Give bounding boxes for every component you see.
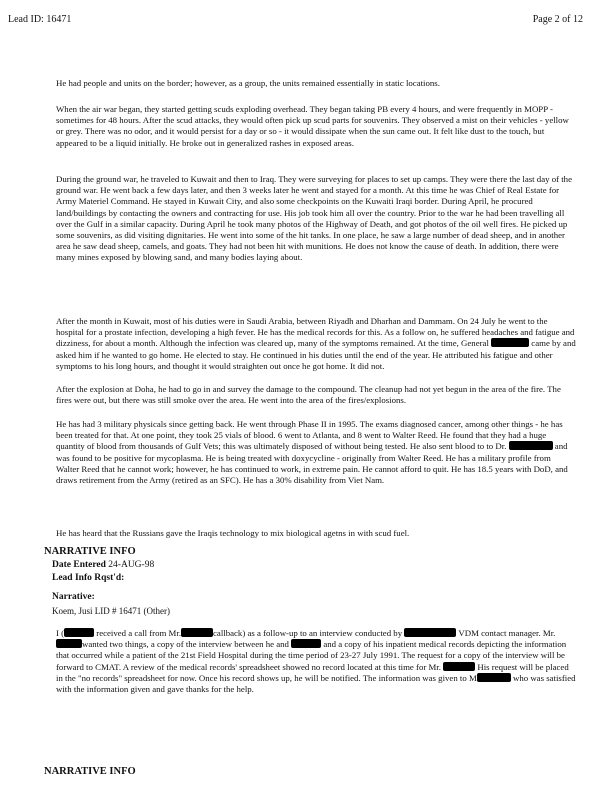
redaction-box: [491, 338, 529, 347]
narrative-label: Narrative:: [52, 592, 95, 602]
paragraph-saudi-arabia: [56, 316, 576, 372]
redaction-box: [56, 639, 82, 648]
narrative-text: I (: [56, 628, 65, 638]
narrative-text: His request will be placed in the "no records" spreadsheet for now. Once his record shows up, he will be notified. The information was given to M: [56, 661, 569, 683]
narrative-heading: NARRATIVE INFO: [44, 546, 136, 557]
date-entered-row: [52, 560, 154, 570]
redaction-box: [509, 441, 553, 450]
narrative-text: and a copy of his inpatient medical records depicting the information that occurred while a patient of the 21st Field Hospital during the time period of 23-27 July 1991. The request for a copy of the interview will be forward to CMAT. A review of the medical records' spreadsheet showed no record located at this time for Mr.: [56, 639, 567, 672]
narrative-text: callback) as a follow-up to an interview conducted by: [213, 628, 403, 638]
paragraph-russians: He has heard that the Russians gave the Iraqis technology to mix biological agetns in with scud fuel.: [56, 528, 410, 538]
redaction-box: [443, 662, 475, 671]
date-entered-value: 24-AUG-98: [108, 560, 155, 570]
redaction-box: [181, 628, 213, 637]
narrative-text: wanted two things, a copy of the interview between he and: [82, 639, 289, 650]
redaction-box: [477, 673, 511, 682]
narrative-body: [56, 628, 576, 695]
paragraph-ground-war: During the ground war, he traveled to Kuwait and then to Iraq. They were surveying for places to set up camps. They were there the last day of the ground war. He went back a few days later, and then 3 weeks later he went and stayed for a month. At this time he was Chief of Real Estate for Army Materiel Command. He stayed in Kuwait City, and also some checkpoints on the Kuwaiti Iraqi border. During April, he procured land/buildings by contacting the owners and contracting for use. His job took him all over the country. Prior to the war he had been travelling all over the Gulf in a similar capacity. During April he took many photos of the Highway of Death, and got photos of the oil well fires. He picked up some souvenirs, as did visiting dignitaries. He went into some of the hit tanks. In one place, he saw a large number of dead sheep, and in another area he saw dead sheep, camels, and goats. They had not been hit with munitions. He does not know the cause of death. In addition, there were many mines exposed by blowing sand, and many bodies laying about.: [56, 174, 572, 263]
narrative-text: received a call from Mr.: [96, 628, 182, 638]
redaction-box: [64, 628, 94, 637]
lead-info-label: Lead Info Rqst'd:: [52, 573, 125, 583]
date-entered-label: Date Entered: [52, 560, 106, 570]
paragraph-air-war: When the air war began, they started getting scuds exploding overhead. They began taking PB every 4 hours, and were frequently in MOPP - sometimes for 48 hours. After the scud attacks, they would often pick up scud parts for souvenirs. They observed a mist on their vehicles - yellow or grey. There was no odor, and it would persist for a day or so - it would dissipate when the sun came out. It felt like dust to the touch, but appeared to be a liquid initially. He broke out in generalized rashes in exposed areas.: [56, 104, 569, 148]
narrative-text: who was satisfied with the information given and gave thanks for the help.: [56, 672, 576, 695]
narrative-author: Koem, Jusi LID # 16471 (Other): [52, 606, 170, 616]
paragraph-doha: After the explosion at Doha, he had to go in and survey the damage to the compound. The cleanup had not yet begun in the area of the fire. The fires were out, but there was still smoke over the area. He went into the area of the fires/explosions.: [56, 384, 561, 406]
paragraph-physicals: [56, 419, 576, 486]
page-number: Page 2 of 12: [532, 14, 583, 25]
paragraph-border-units: He had people and units on the border; however, as a group, the units remained essentially in static locations.: [56, 78, 440, 88]
saudi-text-b: came by and asked him if he wanted to go home. He elected to stay. He continued in his duties until the end of the year. He attributed his fatigue and other symptoms to his long hours, and thought it would straighten out once he got home. It did not.: [56, 338, 576, 371]
lead-id: Lead ID: 16471: [8, 14, 72, 25]
footer-narrative-heading: NARRATIVE INFO: [44, 766, 136, 777]
saudi-text-a: After the month in Kuwait, most of his duties were in Saudi Arabia, between Riyadh and Dharhan and Dammam. On 24 July he went to the hospital for a prostate infection, developing a high fever. He has the medical records for this. As a follow on, he suffered headaches and fatigue and dizziness, for about a month. Although the infection was cleared up, many of the symptoms remained. At the time, General: [56, 316, 575, 349]
physicals-text-b: and was found to be positive for mycoplasma. He is being treated with doxycycline - originally from Walter Reed. He has a military profile from Walter Reed that he cannot work; however, he has continued to work, in extreme pain. He cannot afford to quit. He has 18.5 years with DoD, and draws retirement from the Army (retired as an SFC). He has a 30% disability from Viet Nam.: [56, 441, 568, 486]
redaction-box: [291, 639, 321, 648]
redaction-box: [404, 628, 456, 637]
physicals-text-a: He has had 3 military physicals since getting back. He went through Phase II in 1995. The exams diagnosed cancer, among other things - he has been treated for that. At one point, they took 25 vials of blood. 6 went to Atlanta, and 8 went to Walter Reed. He found that they had a huge quantity of blood from thousands of Gulf Vets; this was ultimately disposed of without being tested. He also sent blood to to Dr.: [56, 419, 563, 452]
narrative-text: VDM contact manager. Mr.: [458, 628, 556, 638]
